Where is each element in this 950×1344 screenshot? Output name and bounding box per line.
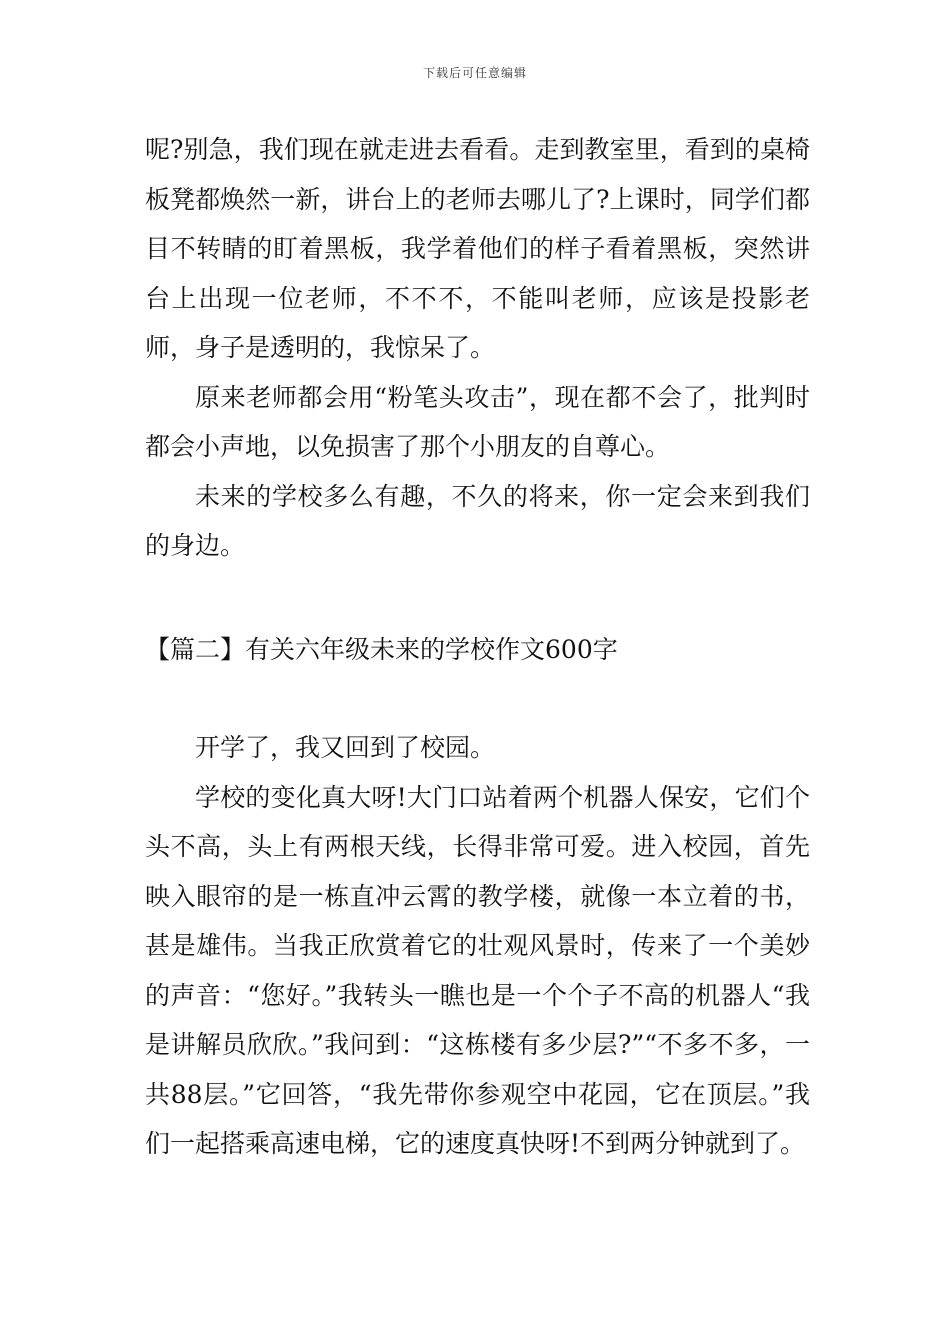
paragraph: 呢?别急，我们现在就走进去看看。走到教室里，看到的桌椅板凳都焕然一新，讲台上的老师去哪儿了?上课时，同学们都目不转睛的盯着黑板，我学着他们的样子看着黑板，突然讲台上出现一位老师，不不不，不能叫老师，应该是投影老师，身子是透明的，我惊呆了。 — [145, 135, 810, 362]
paragraph: 原来老师都会用“粉笔头攻击”，现在都不会了，批判时都会小声地，以免损害了那个小朋友的自尊心。 — [145, 382, 810, 461]
paragraph: 开学了，我又回到了校园。 — [195, 733, 496, 762]
section-heading: 【篇二】有关六年级未来的学校作文600字 — [145, 635, 618, 664]
paragraph: 未来的学校多么有趣，不久的将来，你一定会来到我们的身边。 — [145, 481, 810, 560]
page-header: 下载后可任意编辑 — [422, 66, 527, 80]
paragraph: 学校的变化真大呀!大门口站着两个机器人保安，它们个头不高，头上有两根天线，长得非常可爱。进入校园，首先映入眼帘的是一栋直冲云霄的教学楼，就像一本立着的书，甚是雄伟。当我正欣赏着它的壮观风景时，传来了一个美妙的声音：“您好。”我转头一瞧也是一个个子不高的机器人“我是讲解员欣欣。”我问到：“这栋楼有多少层?”“不多不多，一共88层。”它回答，“我先带你参观空中花园，它在顶层。”我们一起搭乘高速电梯，它的速度真快呀!不到两分钟就到了。 — [145, 782, 810, 1158]
essay-body — [145, 723, 810, 1169]
essay-continuation — [145, 125, 810, 571]
